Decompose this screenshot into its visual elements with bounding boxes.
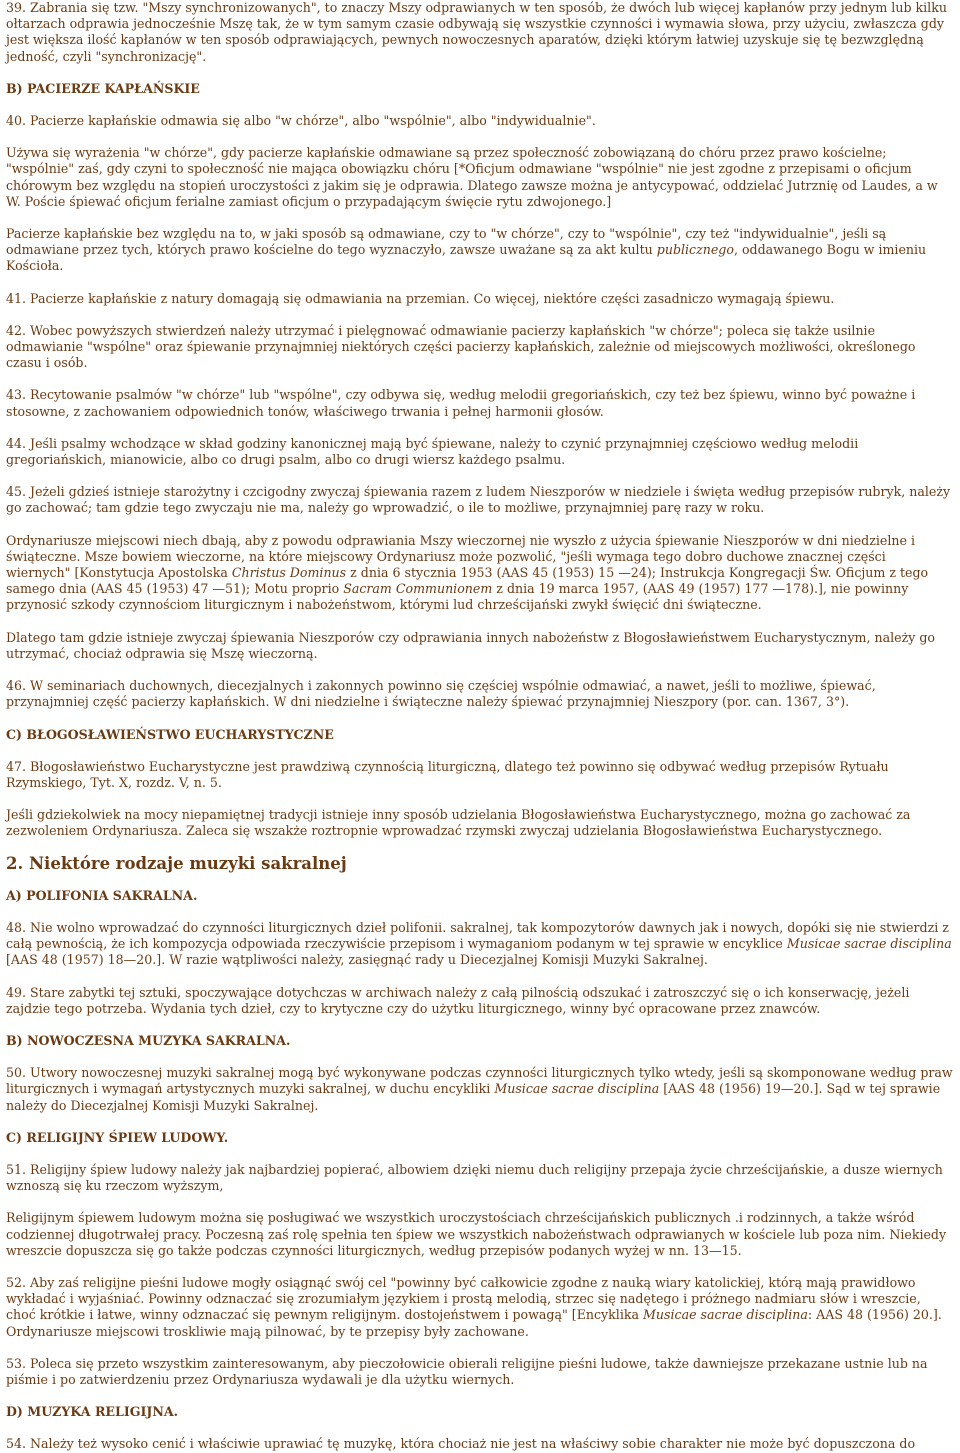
paragraph-45-vespers: Dlatego tam gdzie istnieje zwyczaj śpiewania Nieszporów czy odprawiania innych nabożeństw z Błogosławieństwem Eucharystycznym, należy go utrzymać, chociaż odprawia się Mszę wieczorną. [6, 629, 936, 661]
section-heading-c: C) BŁOGOSŁAWIEŃSTWO EUCHARYSTYCZNE [6, 726, 334, 742]
paragraph-47-tradition: Jeśli gdziekolwiek na mocy niepamiętnej tradycji istnieje inny sposób udzielania Błogosławieństwa Eucharystycznego, można go zachować za zezwoleniem Ordynariusza. Zaleca się wszakże roztropnie wprowadzać rzymski zwyczaj udzielania Błogosławieństwa Eucharystycznego. [6, 807, 911, 839]
paragraph-51: 51. Religijny śpiew ludowy należy jak najbardziej popierać, albowiem dzięki niemu duch religijny przepaja życie chrześcijańskie, a dusze wiernych wznoszą się ku rzeczom wyższym, [6, 1161, 943, 1194]
chapter-heading-2: 2. Niektóre rodzaje muzyki sakralnej [6, 853, 347, 873]
section-heading-modern-music: B) NOWOCZESNA MUZYKA SAKRALNA. [6, 1032, 291, 1048]
paragraph-46: 46. W seminariach duchownych, diecezjalnych i zakonnych powinno się częściej wspólnie odmawiać, a nawet, jeśli to możliwe, śpiewać, przynajmniej część pacierzy kapłańskich. W dni niedzielne i świąteczne należy śpiewać przynajmniej Nieszpory (por. can. 1367, 3°). [6, 678, 876, 710]
section-heading-religious-music: D) MUZYKA RELIGIJNA. [6, 1404, 179, 1420]
paragraph-48: 48. Nie wolno wprowadzać do czynności liturgicznych dzieł polifonii. sakralnej, tak kompozytorów dawnych jak i nowych, dopóki się nie stwierdzi z całą pewnością, że ich kompozycja odpowiada rzeczywiście przepisom i wymaganiom podanym w tej sprawie w encyklice Musicae sacrae disciplina [AAS 48 (1957) 18—20.]. W razie wątpliwości należy, zasięgnąć rady u Diecezjalnej Komisji Muzyki Sakralnej. [6, 919, 952, 968]
paragraph-40-note: Używa się wyrażenia "w chórze", gdy pacierze kapłańskie odmawiane są przez społeczność zobowiązaną do chóru przez prawo kościelne; "wspólnie" zaś, gdy czyni to społeczność nie mająca obowiązku chóru [*Oficjum odmawiane "wspólnie" nie jest zgodne z przepisami o oficjum chórowym bez względu na stopień uroczystości z jakim się je odprawia. Dlatego zawsze można je antycypować, oddzielać Jutrznię od Laudes, a w W. Poście śpiewać oficjum ferialne zamiast oficjum o przypadającym święcie rytu zdwojonego.] [6, 145, 938, 209]
paragraph-40-public: Pacierze kapłańskie bez względu na to, w jaki sposób są odmawiane, czy to "w chórze", czy to "wspólnie", czy też "indywidualnie", jeśli są odmawiane przez tych, których prawo kościelne do tego wyznaczyło, zawsze uważane są za akt kultu publicznego, oddawanego Bogu w imieniu Kościoła. [6, 226, 927, 274]
paragraph-47: 47. Błogosławieństwo Eucharystyczne jest prawdziwą czynnością liturgiczną, dlatego też powinno się odbywać według przepisów Rytuału Rzymskiego, Tyt. X, rozdz. V, n. 5. [6, 758, 889, 790]
paragraph-43: 43. Recytowanie psalmów "w chórze" lub "wspólne", czy odbywa się, według melodii gregoriańskich, czy też bez śpiewu, winno być poważne i stosowne, z zachowaniem odpowiednich tonów, właściwego trwania i pełnej harmonii głosów. [6, 387, 916, 419]
paragraph-39: 39. Zabrania się tzw. "Mszy synchronizowanych", to znaczy Mszy odprawianych w ten sposób, że dwóch lub więcej kapłanów przy jednym lub kilku ołtarzach odprawia jednocześnie Mszę tak, że w tym samym czasie odbywają się wszystkie czynności i wymawia słowa, przy użyciu, zwłaszcza gdy jest większa ilość kapłanów w ten sposób odprawiających, pewnych nowoczesnych aparatów, dzięki którym łatwiej uzyskuje się tę bezwzględną jedność, czyli "synchronizację". [6, 0, 947, 64]
section-heading-polyphony: A) POLIFONIA SAKRALNA. [6, 887, 198, 903]
paragraph-53: 53. Poleca się przeto wszystkim zainteresowanym, aby pieczołowicie obierali religijne pieśni ludowe, także dawniejsze przekazane ustnie lub na piśmie i po zatwierdzeniu przez Ordynariusza wydawali je dla użytku wiernych. [6, 1355, 928, 1387]
paragraph-54: 54. Należy też wysoko cenić i właściwie uprawiać tę muzykę, która chociaż nie jest na właściwy sobie charakter nie może być dopuszczona do [6, 1436, 916, 1452]
section-heading-folk-singing: C) RELIGIJNY ŚPIEW LUDOWY. [6, 1129, 229, 1145]
paragraph-41: 41. Pacierze kapłańskie z natury domagają się odmawiania na przemian. Co więcej, niektóre części zasadniczo wymagają śpiewu. [6, 290, 835, 306]
paragraph-40: 40. Pacierze kapłańskie odmawia się albo "w chórze", albo "wspólnie", albo "indywidualnie". [6, 113, 596, 129]
paragraph-49: 49. Stare zabytki tej sztuki, spoczywające dotychczas w archiwach należy z całą pilnością odszukać i zatroszczyć się o ich konserwację, jeżeli zajdzie tego potrzeba. Wydania tych dzieł, czy to krytyczne czy do użytku liturgicznego, winny być opracowane przez znawców. [6, 984, 910, 1016]
section-heading-b: B) PACIERZE KAPŁAŃSKIE [6, 80, 200, 96]
paragraph-45-ordinaries: Ordynariusze miejscowi niech dbają, aby z powodu odprawiania Mszy wieczornej nie wyszło z użycia śpiewanie Nieszporów w dni niedzielne i świąteczne. Msze bowiem wieczorne, na które miejscowy Ordynariusz może pozwolić, "jeśli wymaga tego dobro duchowe znacznej części wiernych" [Konstytucja Apostolska Christus Dominus z dnia 6 stycznia 1953 (AAS 45 (1953) 15 —24); Instrukcja Kongregacji Św. Oficjum z tego samego dnia (AAS 45 (1953) 47 —51); Motu proprio Sacram Communionem z dnia 19 marca 1957, (AAS 49 (1957) 177 —178).], nie powinny przynosić szkody czynnościom liturgicznym i nabożeństwom, którymi lud chrześcijański zwykł święcić dni świąteczne. [6, 532, 929, 613]
paragraph-42: 42. Wobec powyższych stwierdzeń należy utrzymać i pielęgnować odmawianie pacierzy kapłańskich "w chórze"; poleca się także usilnie odmawianie "wspólne" oraz śpiewanie przynajmniej niektórych części pacierzy kapłańskich, zależnie od miejscowych możliwości, określonego czasu i osób. [6, 322, 916, 371]
paragraph-50: 50. Utwory nowoczesnej muzyki sakralnej mogą być wykonywane podczas czynności liturgicznych tylko wtedy, jeśli są skomponowane według praw liturgicznych i wymagań artystycznych muzyki sakralnej, w duchu encykliki Musicae sacrae disciplina [AAS 48 (1956) 19—20.]. Sąd w tej sprawie należy do Diecezjalnej Komisji Muzyki Sakralnej. [6, 1065, 953, 1113]
paragraph-45: 45. Jeżeli gdzieś istnieje starożytny i czcigodny zwyczaj śpiewania razem z ludem Nieszporów w niedziele i święta według przepisów rubryk, należy go zachować; tam gdzie tego zwyczaju nie ma, należy go wprowadzić, o ile to możliwe, przynajmniej parę razy w roku. [6, 484, 951, 516]
paragraph-51-use: Religijnym śpiewem ludowym można się posługiwać we wszystkich uroczystościach chrześcijańskich publicznych .i rodzinnych, a także wśród codziennej długotrwałej pracy. Poczesną zaś rolę spełnia ten śpiew we wszystkich nabożeństwach odprawianych w kościele lub poza nim. Niekiedy wreszcie dopuszcza się go także podczas czynności liturgicznych, według przepisów podanych wyżej w nn. 13—15. [6, 1210, 947, 1258]
paragraph-52: 52. Aby zaś religijne pieśni ludowe mogły osiągnąć swój cel "powinny być całkowicie zgodne z nauką wiary katolickiej, którą mają prawidłowo wykładać i wyjaśniać. Powinny odznaczać się zrozumiałym językiem i prostą melodią, strzec się nadętego i próżnego nadmiaru słów i wreszcie, choć krótkie i łatwe, winny odznaczać się pewnym religijnym. dostojeństwem i powagą" [Encyklika Musicae sacrae disciplina: AAS 48 (1956) 20.]. Ordynariusze miejscowi troskliwie mają pilnować, by te przepisy były zachowane. [6, 1274, 942, 1339]
paragraph-44: 44. Jeśli psalmy wchodzące w skład godziny kanonicznej mają być śpiewane, należy to czynić przynajmniej częściowo według melodii gregoriańskich, mianowicie, albo co drugi psalm, albo co drugi wiersz każdego psalmu. [6, 435, 859, 468]
